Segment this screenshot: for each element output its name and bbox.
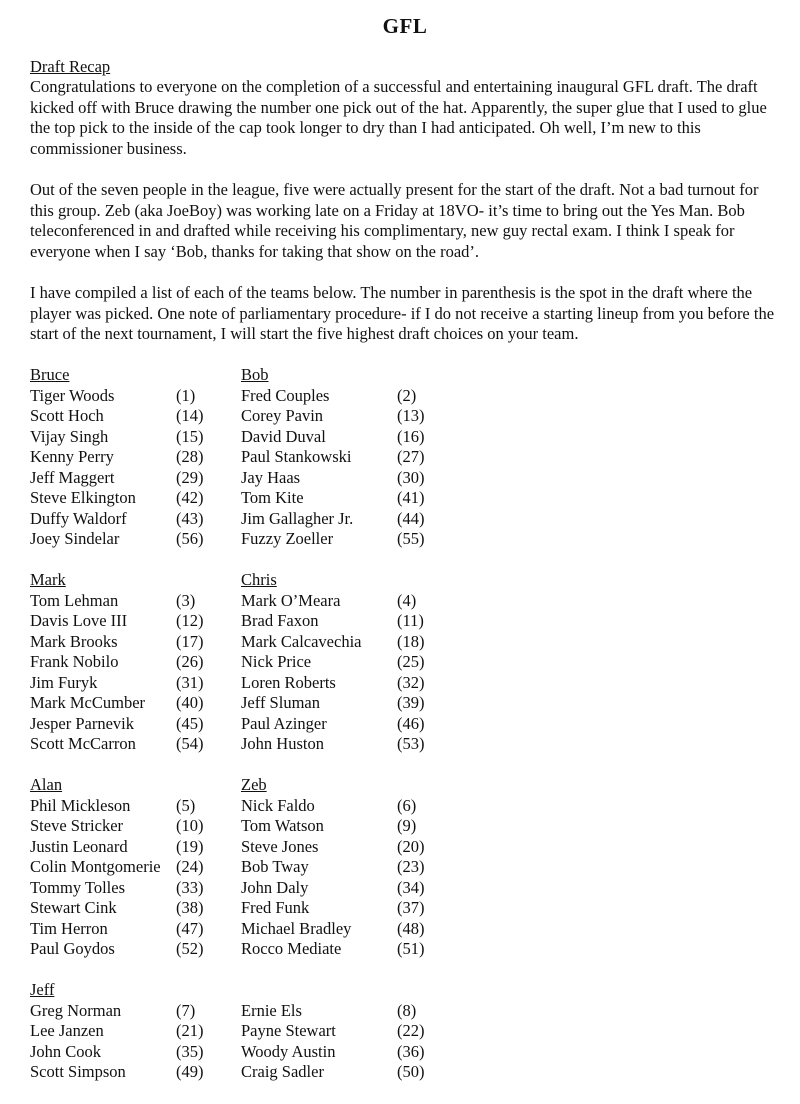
team-bruce — [30, 365, 204, 550]
section-heading-draft-recap: Draft Recap — [30, 57, 111, 76]
player-row — [30, 1000, 196, 1022]
player-name: Jeff Sluman — [241, 693, 320, 712]
player-name: Corey Pavin — [241, 406, 324, 425]
draft-pick: (11) — [397, 611, 424, 630]
player-row — [30, 1062, 204, 1083]
team-name: Jeff — [30, 980, 55, 999]
player-name: Mark Calcavechia — [241, 631, 362, 651]
player-row — [30, 918, 204, 940]
player-name: Jay Haas — [241, 467, 301, 487]
player-name: Scott Hoch — [30, 406, 104, 425]
draft-pick: (15) — [176, 426, 204, 446]
player-row — [241, 488, 425, 509]
team-alan — [30, 775, 204, 960]
player-name: Steve Jones — [241, 836, 319, 856]
player-row — [241, 877, 425, 899]
player-row — [30, 447, 204, 468]
player-row — [241, 795, 417, 817]
player-row — [241, 426, 425, 448]
player-row — [241, 672, 425, 694]
player-row — [30, 406, 204, 427]
player-name: Tom Kite — [241, 488, 304, 507]
player-row — [30, 631, 204, 653]
player-name: Tim Herron — [30, 918, 108, 938]
player-name: Justin Leonard — [30, 836, 128, 856]
draft-pick: (45) — [176, 713, 204, 733]
draft-pick: (48) — [397, 918, 425, 938]
draft-pick: (46) — [397, 713, 425, 733]
draft-pick: (32) — [397, 672, 425, 692]
team-name: Bob — [241, 365, 269, 384]
team-bob — [241, 365, 425, 550]
player-row — [30, 672, 204, 694]
player-name: Paul Goydos — [30, 939, 115, 958]
draft-pick: (16) — [397, 426, 425, 446]
player-name: Payne Stewart — [241, 1021, 336, 1040]
player-name: Bob Tway — [241, 857, 309, 876]
player-name: Kenny Perry — [30, 447, 114, 466]
player-name: Nick Faldo — [241, 795, 315, 815]
draft-pick: (41) — [397, 488, 425, 507]
team-name: Zeb — [241, 775, 267, 794]
draft-pick: (35) — [176, 1041, 204, 1061]
player-name: Lee Janzen — [30, 1021, 104, 1040]
player-name: David Duval — [241, 426, 326, 446]
player-row — [241, 918, 425, 940]
player-name: Nick Price — [241, 652, 312, 671]
team-chris — [241, 570, 425, 755]
draft-pick: (56) — [176, 529, 204, 548]
team-name: Chris — [241, 570, 277, 589]
player-row — [241, 447, 425, 468]
team-mark — [30, 570, 204, 755]
player-row — [30, 857, 204, 878]
recap-paragraph-2: Out of the seven people in the league, five were actually present for the start of the draft. Not a bad turnout for this group. Zeb (aka JoeBoy) was working late on a Friday at 18VO- it’s time to bring out the Yes Man. Bob teleconferenced in and drafted while receiving his complimentary, new guy rectal exam. I think I speak for everyone when I say ‘Bob, thanks for taking that show on the road’. — [30, 180, 759, 261]
player-row — [30, 426, 204, 448]
player-row — [241, 529, 425, 550]
team-name: Mark — [30, 570, 66, 589]
player-name: Brad Faxon — [241, 611, 319, 630]
player-row — [30, 611, 204, 632]
player-name: Scott Simpson — [30, 1062, 126, 1081]
draft-pick: (33) — [176, 877, 204, 897]
player-name: John Huston — [241, 734, 324, 753]
document-title: GFL — [382, 14, 428, 38]
player-name: Fred Couples — [241, 385, 330, 405]
draft-pick: (7) — [176, 1000, 196, 1020]
draft-pick: (53) — [397, 734, 425, 753]
draft-pick: (25) — [397, 652, 425, 671]
draft-pick: (31) — [176, 672, 204, 692]
draft-pick: (13) — [397, 406, 425, 425]
player-row — [241, 836, 425, 858]
player-name: Ernie Els — [241, 1000, 302, 1020]
player-name: Duffy Waldorf — [30, 508, 127, 528]
player-name: Vijay Singh — [30, 426, 109, 446]
player-name: John Cook — [30, 1041, 102, 1061]
player-row — [241, 652, 425, 673]
draft-pick: (50) — [397, 1062, 425, 1081]
player-row — [30, 713, 204, 735]
draft-pick: (54) — [176, 734, 204, 753]
player-row — [241, 898, 425, 919]
draft-pick: (26) — [176, 652, 204, 671]
player-name: Jeff Maggert — [30, 467, 115, 487]
draft-pick: (28) — [176, 447, 204, 466]
player-row — [241, 816, 417, 837]
player-row — [241, 590, 417, 612]
player-name: Tommy Tolles — [30, 877, 126, 897]
player-name: Michael Bradley — [241, 918, 352, 938]
draft-pick: (18) — [397, 631, 425, 651]
team-jeff — [30, 980, 204, 1083]
player-row — [30, 467, 204, 489]
player-row — [241, 734, 425, 755]
player-name: Paul Azinger — [241, 713, 327, 733]
player-name: Colin Montgomerie — [30, 857, 161, 876]
team-name: Bruce — [30, 365, 70, 384]
player-row — [241, 939, 425, 960]
draft-pick: (47) — [176, 918, 204, 938]
draft-pick: (17) — [176, 631, 204, 651]
draft-pick: (37) — [397, 898, 425, 917]
player-name: Scott McCarron — [30, 734, 136, 753]
draft-pick: (1) — [176, 385, 196, 405]
player-name: Phil Mickleson — [30, 795, 131, 815]
draft-pick: (19) — [176, 836, 204, 856]
player-row — [30, 816, 204, 837]
draft-pick: (8) — [397, 1000, 417, 1020]
player-name: Fuzzy Zoeller — [241, 529, 334, 548]
player-name: Steve Stricker — [30, 816, 124, 835]
recap-paragraph-3: I have compiled a list of each of the teams below. The number in parenthesis is the spot in the draft where the player was picked. One note of parliamentary procedure- if I do not receive a starting lineup from you before the start of the next tournament, I will start the five highest draft choices on your team. — [30, 283, 775, 344]
player-name: Rocco Mediate — [241, 939, 342, 958]
draft-pick: (36) — [397, 1041, 425, 1061]
player-row — [30, 734, 204, 755]
player-row — [30, 488, 204, 509]
draft-pick: (21) — [176, 1021, 204, 1040]
player-row — [241, 467, 425, 489]
player-row — [30, 1021, 204, 1042]
player-row — [241, 385, 417, 407]
player-row — [30, 795, 196, 817]
player-name: Davis Love III — [30, 611, 128, 630]
player-name: Tiger Woods — [30, 385, 115, 405]
player-name: Craig Sadler — [241, 1062, 324, 1081]
player-row — [241, 508, 425, 530]
player-name: Jim Gallagher Jr. — [241, 508, 354, 528]
player-name: Mark McCumber — [30, 693, 146, 712]
player-name: Mark O’Meara — [241, 590, 341, 610]
draft-pick: (20) — [397, 836, 425, 856]
draft-pick: (43) — [176, 508, 204, 528]
draft-pick: (9) — [397, 816, 417, 835]
player-row — [241, 631, 425, 653]
draft-pick: (6) — [397, 795, 417, 815]
player-name: Frank Nobilo — [30, 652, 119, 671]
player-row — [241, 857, 425, 878]
player-row — [30, 385, 196, 407]
team-zeb — [241, 775, 425, 960]
player-row — [30, 652, 204, 673]
draft-pick: (39) — [397, 693, 425, 712]
player-name: Jim Furyk — [30, 672, 98, 692]
draft-pick: (27) — [397, 447, 425, 466]
player-row — [30, 898, 204, 919]
draft-pick: (29) — [176, 467, 204, 487]
player-name: Steve Elkington — [30, 488, 136, 507]
draft-pick: (30) — [397, 467, 425, 487]
player-row — [30, 836, 204, 858]
player-row — [30, 508, 204, 530]
draft-pick: (51) — [397, 939, 425, 958]
draft-pick: (12) — [176, 611, 204, 630]
draft-pick: (23) — [397, 857, 425, 876]
draft-pick: (49) — [176, 1062, 204, 1081]
player-row — [30, 693, 204, 714]
player-row — [241, 406, 425, 427]
draft-pick: (5) — [176, 795, 196, 815]
player-row — [30, 939, 204, 960]
recap-paragraph-1: Congratulations to everyone on the completion of a successful and entertaining inaugural GFL draft. The draft kicked off with Bruce drawing the number one pick out of the hat. Apparently, the super glue that I used to glue the top pick to the inside of the cap took longer to dry than I had anticipated. Oh well, I’m new to this commissioner business. — [30, 77, 767, 158]
player-name: John Daly — [241, 877, 309, 897]
draft-pick: (42) — [176, 488, 204, 507]
player-row — [241, 693, 425, 714]
draft-pick: (3) — [176, 590, 196, 610]
draft-pick: (14) — [176, 406, 204, 425]
player-name: Tom Watson — [241, 816, 324, 835]
draft-pick: (40) — [176, 693, 204, 712]
draft-pick: (55) — [397, 529, 425, 548]
draft-pick: (38) — [176, 898, 204, 917]
team-name: Alan — [30, 775, 63, 794]
player-name: Stewart Cink — [30, 898, 117, 917]
draft-pick: (22) — [397, 1021, 425, 1040]
player-row — [241, 713, 425, 735]
draft-pick: (2) — [397, 385, 417, 405]
player-name: Greg Norman — [30, 1000, 122, 1020]
draft-pick: (52) — [176, 939, 204, 958]
player-name: Jesper Parnevik — [30, 713, 135, 733]
player-name: Woody Austin — [241, 1041, 336, 1061]
player-name: Mark Brooks — [30, 631, 118, 651]
player-row — [241, 611, 424, 632]
player-row — [30, 590, 196, 612]
player-name: Tom Lehman — [30, 590, 119, 610]
draft-pick: (10) — [176, 816, 204, 835]
draft-pick: (4) — [397, 590, 417, 610]
player-name: Joey Sindelar — [30, 529, 120, 548]
player-name: Paul Stankowski — [241, 447, 352, 466]
player-name: Fred Funk — [241, 898, 310, 917]
player-row — [30, 877, 204, 899]
draft-pick: (34) — [397, 877, 425, 897]
draft-pick: (24) — [176, 857, 204, 876]
player-row — [30, 529, 204, 550]
player-name: Loren Roberts — [241, 672, 336, 692]
player-row — [30, 1041, 204, 1063]
draft-pick: (44) — [397, 508, 425, 528]
